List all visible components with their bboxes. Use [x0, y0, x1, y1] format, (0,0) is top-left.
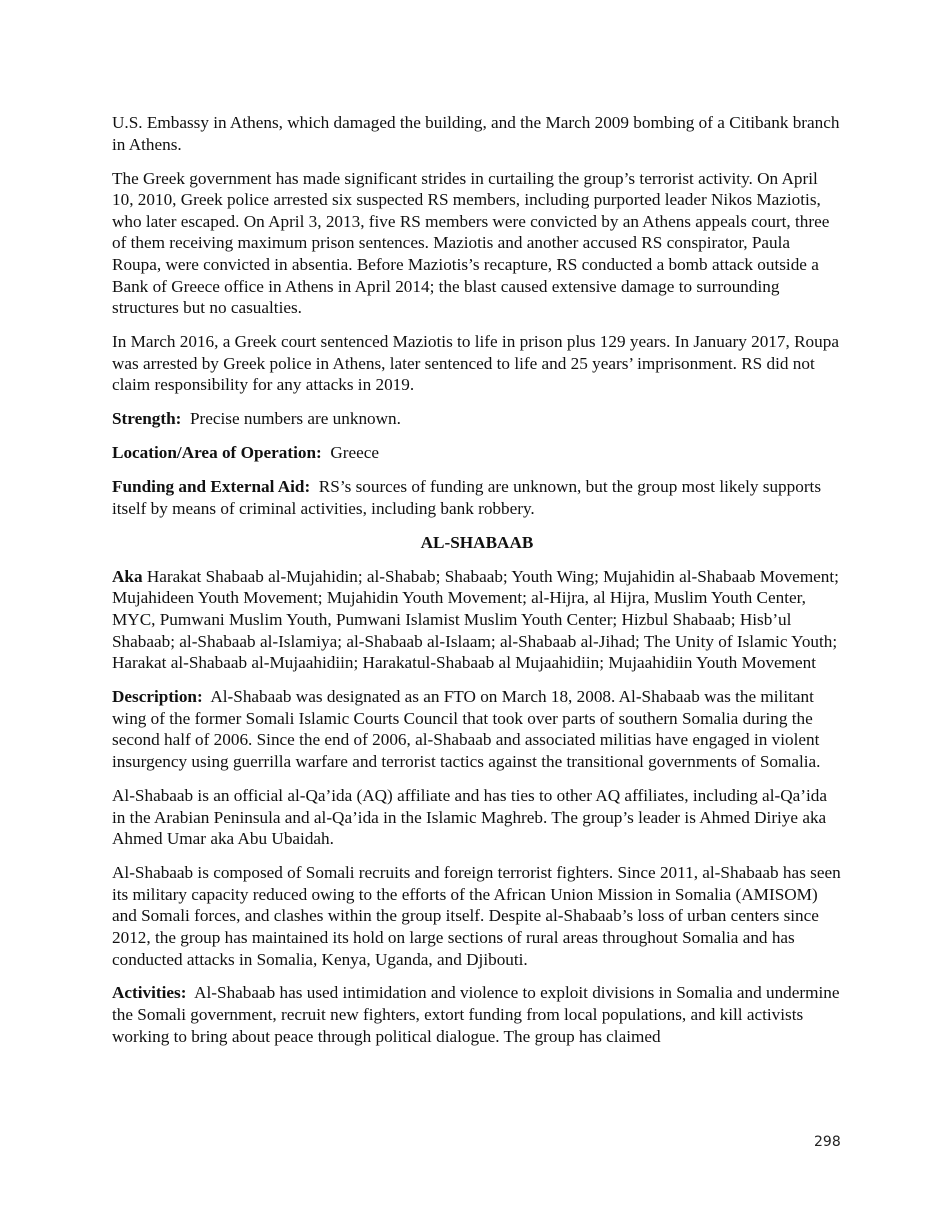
- rs-strength: [112, 408, 842, 430]
- paragraph-greek-government: The Greek government has made significant strides in curtailing the group’s terrorist activity. On April 10, 2010, Greek police arrested six suspected RS members, including purported leader Nikos Maziotis, who later escaped. On April 3, 2013, five RS members were convicted by an Athens appeals court, three of them receiving maximum prison sentences. Maziotis and another accused RS conspirator, Paula Roupa, were convicted in absentia. Before Maziotis’s recapture, RS conducted a bomb attack outside a Bank of Greece office in Athens in April 2014; the blast caused extensive damage to surrounding structures but no casualties.: [112, 168, 830, 318]
- section-heading-al-shabaab: AL-SHABAAB: [420, 532, 534, 552]
- paragraph-embassy-bombing: U.S. Embassy in Athens, which damaged the building, and the March 2009 bombing of a Citibank branch in Athens.: [112, 113, 840, 154]
- shabaab-description: [112, 686, 842, 772]
- shabaab-aka-label: Aka: [112, 566, 143, 586]
- paragraph-composition: Al-Shabaab is composed of Somali recruits and foreign terrorist fighters. Since 2011, al-Shabaab has seen its military capacity reduced owing to the efforts of the African Union Mission in Somalia (AMISOM) and Somali forces, and clashes within the group itself. Despite al-Shabaab’s loss of urban centers since 2012, the group has maintained its hold on large sections of rural areas throughout Somalia and has conducted attacks in Somalia, Kenya, Uganda, and Djibouti.: [112, 863, 841, 969]
- rs-funding-label: Funding and External Aid:: [112, 477, 311, 497]
- shabaab-activities: [112, 982, 842, 1047]
- page-number: 298: [814, 1134, 841, 1150]
- shabaab-aka-text: Harakat Shabaab al-Mujahidin; al-Shabab; Shabaab; Youth Wing; Mujahidin al-Shabaab Movement; Mujahideen Youth Movement; Mujahidin Youth Movement; al-Hijra, al Hijra, Muslim Youth Center, MYC, Pumwani Muslim Youth, Pumwani Islamist Muslim Youth Center; Hizbul Shabaab; Hisb’ul Shabaab; al-Shabaab al-Islamiya; al-Shabaab al-Islaam; al-Shabaab al-Jihad; The Unity of Islamic Youth; Harakat al-Shabaab al-Mujaahidiin; Harakatul-Shabaab al Mujaahidiin; Mujaahidiin Youth Movement: [112, 566, 839, 673]
- rs-location-text: Greece: [330, 443, 379, 463]
- rs-location-label: Location/Area of Operation:: [112, 443, 322, 463]
- rs-location: [112, 442, 842, 464]
- paragraph-aq-affiliate: Al-Shabaab is an official al-Qa’ida (AQ) affiliate and has ties to other AQ affiliates, including al-Qa’ida in the Arabian Peninsula and al-Qa’ida in the Islamic Maghreb. The group’s leader is Ahmed Diriye aka Ahmed Umar aka Abu Ubaidah.: [112, 785, 827, 849]
- shabaab-description-label: Description:: [112, 687, 203, 707]
- paragraph-maziotis-sentence: In March 2016, a Greek court sentenced Maziotis to life in prison plus 129 years. In January 2017, Roupa was arrested by Greek police in Athens, later sentenced to life and 25 years’ imprisonment. RS did not claim responsibility for any attacks in 2019.: [112, 332, 839, 395]
- document-page: [112, 112, 842, 1060]
- rs-funding: [112, 476, 842, 519]
- shabaab-activities-text: Al-Shabaab has used intimidation and violence to exploit divisions in Somalia and undermine the Somali government, recruit new fighters, extort funding from local populations, and kill activists working to bring about peace through political dialogue. The group has claimed: [112, 983, 840, 1046]
- rs-strength-text: Precise numbers are unknown.: [189, 409, 401, 429]
- shabaab-aka: [112, 566, 842, 674]
- shabaab-activities-label: Activities:: [112, 983, 187, 1003]
- shabaab-description-text: Al-Shabaab was designated as an FTO on March 18, 2008. Al-Shabaab was the militant wing of the former Somali Islamic Courts Council that took over parts of southern Somalia during the second half of 2006. Since the end of 2006, al-Shabaab and associated militias have engaged in violent insurgency using guerrilla warfare and terrorist tactics against the transitional governments of Somalia.: [112, 687, 821, 771]
- rs-strength-label: Strength:: [112, 409, 182, 429]
- rs-funding-text: RS’s sources of funding are unknown, but the group most likely supports itself by means of criminal activities, including bank robbery.: [112, 477, 822, 518]
